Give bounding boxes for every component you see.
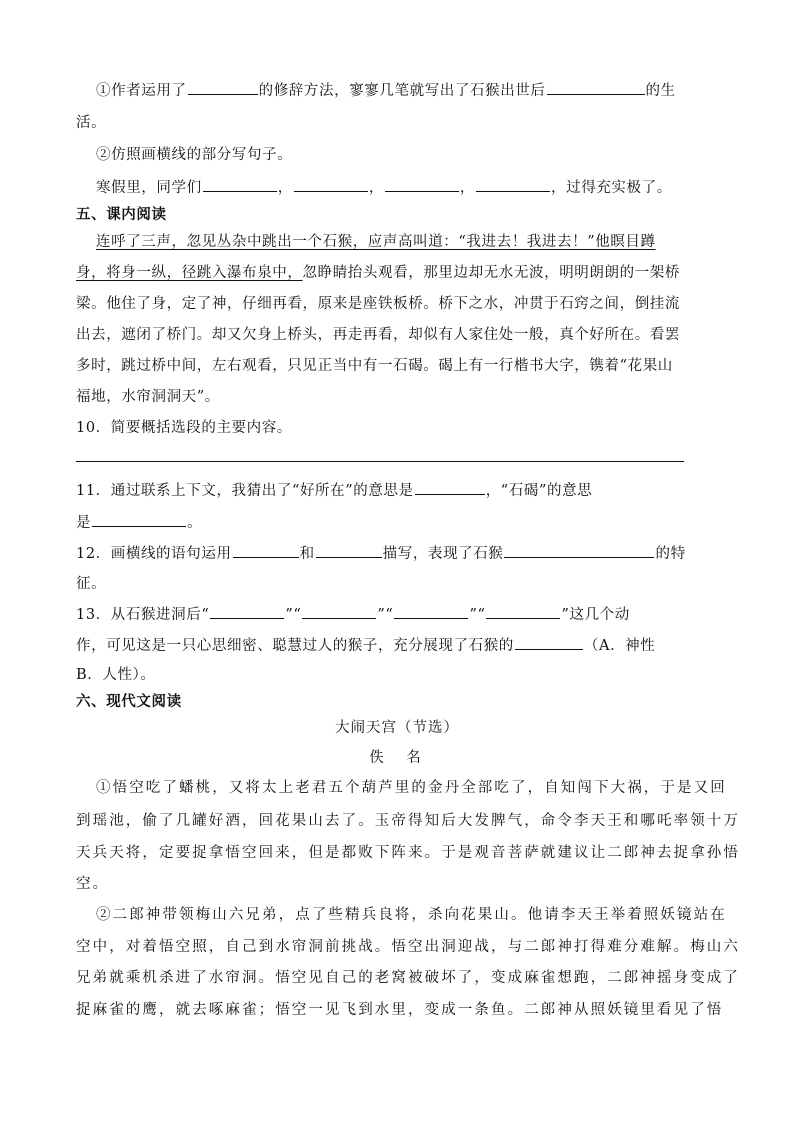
question-1-line-2: 活。 [76, 115, 107, 131]
article-title: 大闹天宫（节选） [335, 720, 459, 736]
answer-blank[interactable] [547, 80, 645, 95]
text: 12．画横线的语句运用 [76, 546, 232, 562]
answer-line[interactable] [76, 461, 684, 462]
text: 。 [187, 515, 203, 531]
answer-blank[interactable] [294, 177, 368, 192]
text: 13．从石猴进洞后“ [76, 607, 210, 623]
passage-line-4: 出去，遮闭了桥门。却又欠身上桥头，再走再看，却似有人家住处一般，真个好所在。看罢 [76, 327, 680, 343]
underlined-text: 身，将身一纵，径跳入瀑布泉中， [76, 265, 303, 281]
text: （A．神性 [583, 638, 656, 654]
section-6-heading: 六、现代文阅读 [76, 694, 182, 710]
text: 11．通过联系上下文，我猜出了“好所在”的意思是 [76, 483, 414, 499]
question-12-line-2: 征。 [76, 576, 107, 592]
answer-blank[interactable] [210, 604, 284, 619]
answer-blank[interactable] [515, 635, 583, 650]
answer-blank[interactable] [188, 80, 258, 95]
text: 忽睁睛抬头观看，那里边却无水无波，明明朗朗的一架桥 [302, 265, 680, 281]
text: 描写，表现了石猴 [382, 546, 504, 562]
question-13-line-1 [76, 604, 630, 625]
text: ”“ [469, 607, 486, 623]
text: ①作者运用了 [96, 83, 187, 99]
passage-line-6: 福地，水帘洞洞天”。 [76, 389, 220, 405]
article-p2-line-3: 兄弟就乘机杀进了水帘洞。悟空见自己的老窝被破坏了，变成麻雀想跑，二郎神摇身变成了 [76, 970, 740, 986]
answer-blank[interactable] [302, 604, 376, 619]
text: ”“ [377, 607, 394, 623]
answer-blank[interactable] [394, 604, 468, 619]
answer-blank[interactable] [486, 604, 560, 619]
text: ， [277, 180, 293, 196]
answer-blank[interactable] [316, 543, 382, 558]
question-10: 10．简要概括选段的主要内容。 [76, 420, 292, 436]
article-p1-line-4: 空。 [76, 876, 110, 892]
article-author: 佚 名 [369, 750, 425, 766]
passage-line-1: 连呼了三声，忽见丛杂中跳出一个石猴，应声高叫道：“我进去！我进去！”他瞑目蹲 [96, 234, 656, 250]
text: 和 [299, 546, 315, 562]
article-p2-line-1: ②二郎神带领梅山六兄弟，点了些精兵良将，杀向花果山。他请李天王举着照妖镜站在 [96, 907, 727, 923]
article-p1-line-1: ①悟空吃了蟠桃，又将太上老君五个葫芦里的金丹全部吃了，自知闯下大祸，于是又回 [96, 780, 727, 796]
passage-line-2 [76, 263, 680, 283]
text: ， [459, 180, 476, 196]
text: 的特 [655, 546, 686, 562]
article-p2-line-2: 空中，对着悟空照，自己到水帘洞前挑战。悟空出洞迎战，与二郎神打得难分难解。梅山六 [76, 939, 740, 955]
text: 寒假里，同学们 [96, 180, 202, 196]
question-11-line-1 [76, 480, 592, 501]
passage-line-5: 多时，跳过桥中间，左右观看，只见正当中有一石碣。碣上有一行楷书大字，镌着“花果山 [76, 358, 673, 374]
text: 作，可见这是一只心思细密、聪慧过人的猴子，充分展现了石猴的 [76, 638, 514, 654]
question-11-line-2 [76, 512, 202, 533]
question-13-line-2 [76, 635, 655, 656]
question-2-prompt: ②仿照画横线的部分写句子。 [96, 147, 293, 163]
text: ，“石碣”的意思 [485, 483, 593, 499]
question-12-line-1 [76, 543, 686, 564]
answer-blank[interactable] [203, 177, 277, 192]
text: ”“ [285, 607, 302, 623]
answer-blank[interactable] [385, 177, 459, 192]
text: 是 [76, 515, 92, 531]
answer-blank[interactable] [233, 543, 299, 558]
answer-blank[interactable] [476, 177, 550, 192]
answer-blank[interactable] [504, 543, 654, 558]
answer-blank[interactable] [415, 480, 485, 495]
question-2-line [96, 177, 672, 198]
text: ”这几个动 [561, 607, 630, 623]
answer-blank[interactable] [92, 512, 186, 527]
article-p2-line-4: 捉麻雀的鹰，就去啄麻雀；悟空一见飞到水里，变成一条鱼。二郎神从照妖镜里看见了悟 [76, 1002, 724, 1018]
article-p1-line-2: 到瑶池，偷了几罐好酒，回花果山去了。玉帝得知后大发脾气，命令李天王和哪吒率领十万 [76, 813, 740, 829]
section-5-heading: 五、课内阅读 [76, 207, 167, 223]
text: ， [368, 180, 384, 196]
question-1-line-1 [96, 80, 676, 101]
text: ，过得充实极了。 [551, 180, 672, 196]
passage-line-3: 梁。他住了身，定了神，仔细再看，原来是座铁板桥。桥下之水，冲贯于石窍之间，倒挂流 [76, 296, 680, 312]
article-p1-line-3: 天兵天将，定要捉拿悟空回来，但是都败下阵来。于是观音菩萨就建议让二郎神去捉拿孙悟 [76, 845, 740, 861]
text: 的生 [645, 83, 676, 99]
text: 的修辞方法，寥寥几笔就写出了石猴出世后 [258, 83, 546, 99]
question-13-line-3: B．人性）。 [76, 667, 156, 683]
